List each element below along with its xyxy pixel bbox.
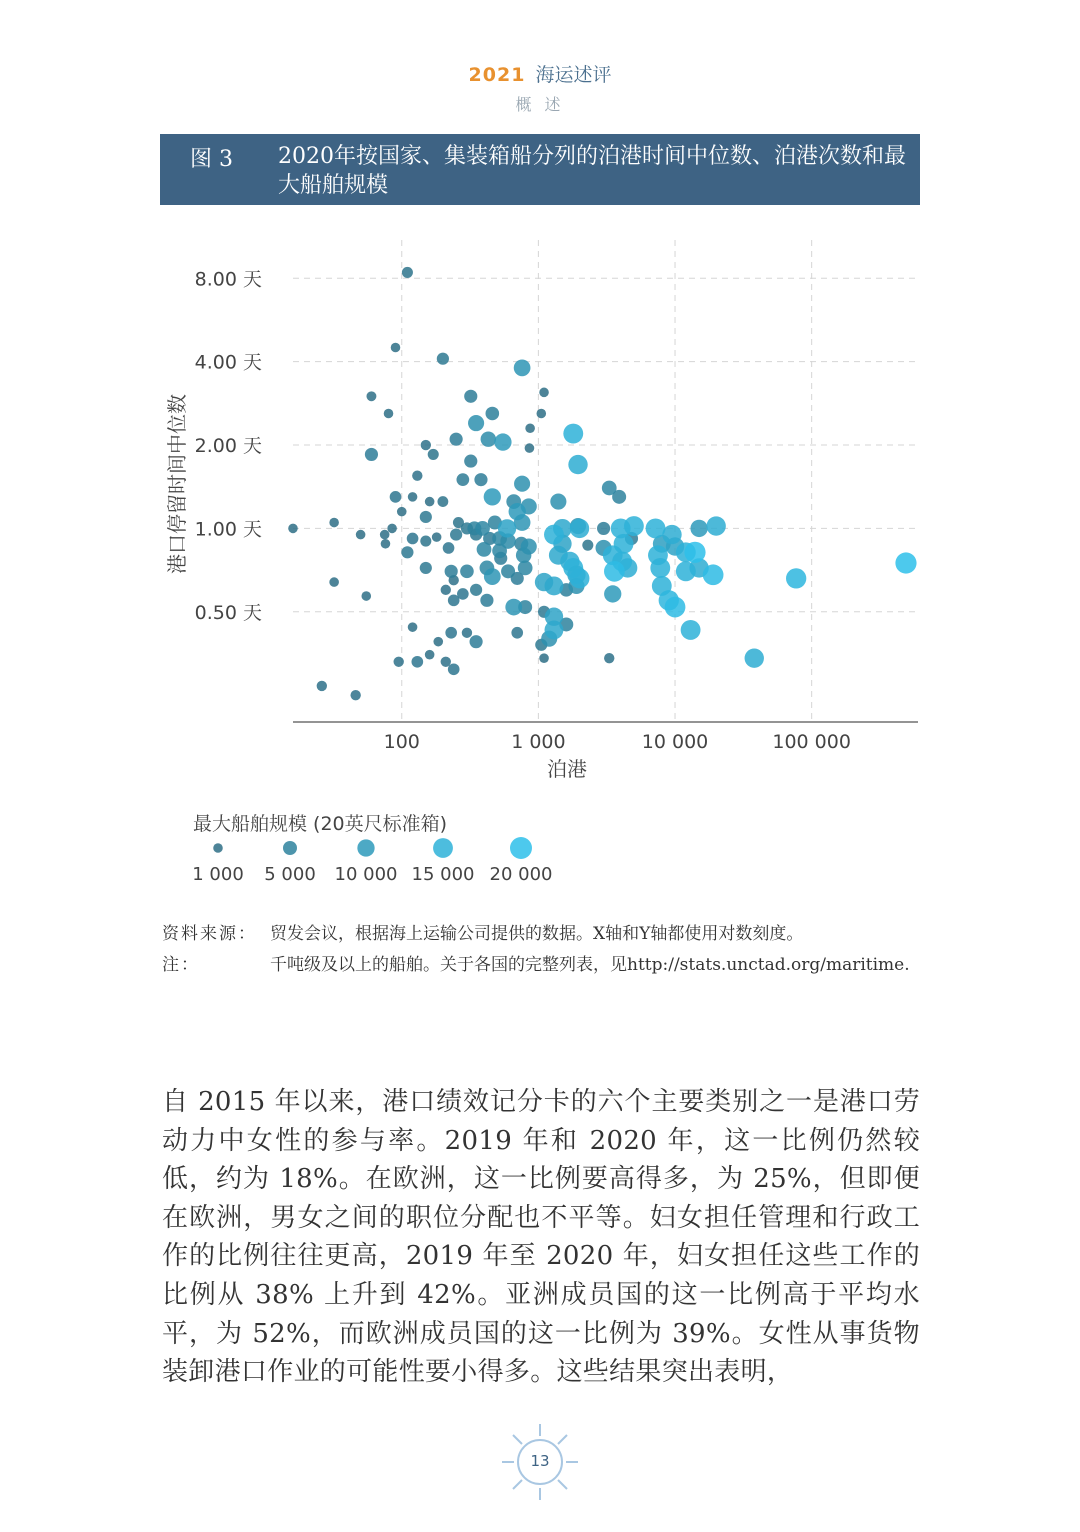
size-legend-title: 最大船舶规模 (20英尺标准箱) — [193, 813, 448, 835]
data-point — [604, 561, 625, 582]
data-point — [539, 388, 549, 398]
data-point — [433, 637, 443, 647]
data-point — [563, 424, 583, 444]
data-point — [408, 622, 418, 632]
data-point — [525, 443, 535, 453]
data-point — [468, 415, 484, 431]
data-point — [480, 594, 493, 607]
data-point — [464, 390, 477, 403]
data-point — [665, 597, 686, 618]
x-axis-label: 泊港 — [547, 757, 587, 781]
data-point — [484, 568, 501, 585]
data-point — [460, 565, 474, 579]
note-text: 千吨级及以上的船舶。关于各国的完整列表，见http://stats.unctad.org/maritime. — [270, 955, 910, 975]
figure-number: 图 3 — [190, 147, 233, 172]
data-point — [536, 409, 546, 419]
page-footer — [500, 1420, 580, 1505]
data-point — [317, 681, 327, 691]
x-tick-label: 100 — [383, 731, 420, 753]
header-year: 2021 — [468, 64, 526, 86]
data-point — [477, 542, 492, 557]
data-point — [550, 494, 566, 510]
data-point — [421, 440, 431, 450]
data-point — [604, 653, 614, 663]
data-point — [650, 558, 670, 578]
data-point — [604, 585, 621, 602]
data-point — [545, 620, 564, 639]
figure-title: 2020年按国家、集装箱船分列的泊港时间中位数、泊港次数和最大船舶规模 — [278, 144, 906, 198]
data-point — [445, 565, 458, 578]
data-point — [745, 648, 764, 667]
data-point — [411, 656, 423, 668]
data-point — [425, 497, 435, 507]
header-title: 海运述评 — [535, 64, 612, 86]
data-point — [582, 540, 593, 551]
x-tick-label: 10 000 — [641, 731, 709, 753]
data-point — [570, 568, 590, 588]
size-legend-bubble — [357, 839, 374, 856]
data-point — [484, 488, 501, 505]
size-legend-label: 1 000 — [192, 864, 244, 885]
chart-bubbles — [288, 267, 916, 700]
y-tick-label: 1.00 天 — [194, 518, 262, 541]
data-point — [525, 423, 535, 433]
data-point — [498, 519, 516, 537]
y-axis-label: 港口停留时间中位数 — [165, 394, 189, 574]
y-tick-label: 8.00 天 — [194, 268, 262, 291]
data-point — [597, 522, 610, 535]
data-point — [288, 524, 298, 534]
x-tick-label: 100 000 — [772, 731, 851, 753]
data-point — [602, 481, 617, 496]
data-point — [462, 628, 472, 638]
data-point — [509, 503, 526, 520]
data-point — [684, 542, 705, 563]
data-point — [539, 653, 549, 663]
data-point — [394, 657, 404, 667]
y-tick-label: 0.50 天 — [194, 601, 262, 624]
data-point — [366, 391, 376, 401]
note-label: 注： — [162, 955, 200, 975]
data-point — [706, 516, 725, 535]
source-label: 资料来源： — [162, 924, 257, 944]
data-point — [365, 448, 378, 461]
data-point — [350, 690, 360, 700]
size-legend — [192, 837, 552, 885]
data-point — [521, 538, 537, 554]
size-legend-label: 15 000 — [411, 864, 475, 885]
data-point — [361, 591, 371, 601]
data-point — [450, 528, 462, 540]
size-legend-label: 5 000 — [264, 864, 316, 885]
data-point — [402, 267, 413, 278]
data-point — [475, 521, 490, 536]
data-point — [381, 539, 391, 549]
body-paragraph: 自 2015 年以来，港口绩效记分卡的六个主要类别之一是港口劳动力中女性的参与率。2019 年和 2020 年，这一比例仍然较低，约为 18%。在欧洲，这一比例要高得多，为 25%，但即便在欧洲，男女之间的职位分配也不平等。妇女担任管理和行政工作的比例往往更高，2019 年至 2020 年，妇女担任这些工作的比例从 38% 上升到 42%。亚洲成员国的这一比例高于平均水平，为 52%，而欧洲成员国的这一比例为 39%。女性从事货物装卸港口作业的可能性要小得多。这些结果突出表明， — [162, 1087, 920, 1388]
data-point — [646, 518, 666, 538]
data-point — [570, 519, 589, 538]
data-point — [470, 584, 482, 596]
size-legend-bubble — [510, 837, 532, 859]
data-point — [425, 650, 435, 660]
data-point — [450, 433, 463, 446]
data-point — [443, 542, 455, 554]
source-text: 贸发会议，根据海上运输公司提供的数据。X轴和Y轴都使用对数刻度。 — [270, 924, 804, 944]
data-point — [437, 496, 448, 507]
data-point — [474, 473, 487, 486]
data-point — [505, 599, 522, 616]
data-point — [329, 518, 339, 528]
data-point — [568, 455, 587, 474]
size-legend-bubble — [433, 838, 453, 858]
data-point — [545, 576, 564, 595]
data-point — [470, 635, 483, 648]
size-legend-bubble — [283, 841, 297, 855]
data-point — [384, 409, 394, 419]
data-point — [432, 532, 442, 542]
data-point — [390, 491, 402, 503]
data-point — [437, 353, 449, 365]
data-point — [448, 594, 460, 606]
data-point — [624, 516, 644, 536]
data-point — [464, 455, 477, 468]
data-point — [391, 343, 401, 353]
data-point — [401, 546, 413, 558]
data-point — [786, 568, 806, 588]
data-point — [514, 476, 530, 492]
size-legend-label: 10 000 — [334, 864, 398, 885]
data-point — [412, 471, 422, 481]
data-point — [387, 524, 397, 534]
data-point — [356, 530, 366, 540]
chart-grid — [293, 240, 918, 722]
data-point — [420, 536, 431, 547]
data-point — [494, 433, 511, 450]
y-tick-label: 2.00 天 — [194, 435, 262, 458]
data-point — [448, 663, 460, 675]
data-point — [676, 561, 696, 581]
data-point — [895, 552, 916, 573]
header-section: 概 述 — [515, 95, 565, 114]
data-point — [420, 511, 432, 523]
data-point — [408, 492, 418, 502]
data-point — [329, 577, 339, 587]
data-point — [441, 585, 451, 595]
data-point — [445, 627, 457, 639]
data-point — [420, 562, 432, 574]
data-point — [703, 564, 724, 585]
data-point — [486, 407, 500, 421]
y-tick-label: 4.00 天 — [194, 351, 262, 374]
data-point — [397, 507, 407, 517]
data-point — [428, 449, 439, 460]
data-point — [501, 564, 515, 578]
data-point — [511, 627, 523, 639]
size-legend-bubble — [213, 843, 223, 853]
data-point — [681, 620, 701, 640]
data-point — [544, 525, 564, 545]
data-point — [380, 530, 390, 540]
data-point — [481, 431, 496, 446]
x-tick-label: 1 000 — [511, 731, 566, 753]
page-number: 13 — [530, 1452, 550, 1470]
data-point — [407, 533, 419, 545]
size-legend-label: 20 000 — [489, 864, 553, 885]
data-point — [514, 359, 531, 376]
data-point — [457, 473, 470, 486]
data-point — [690, 520, 707, 537]
